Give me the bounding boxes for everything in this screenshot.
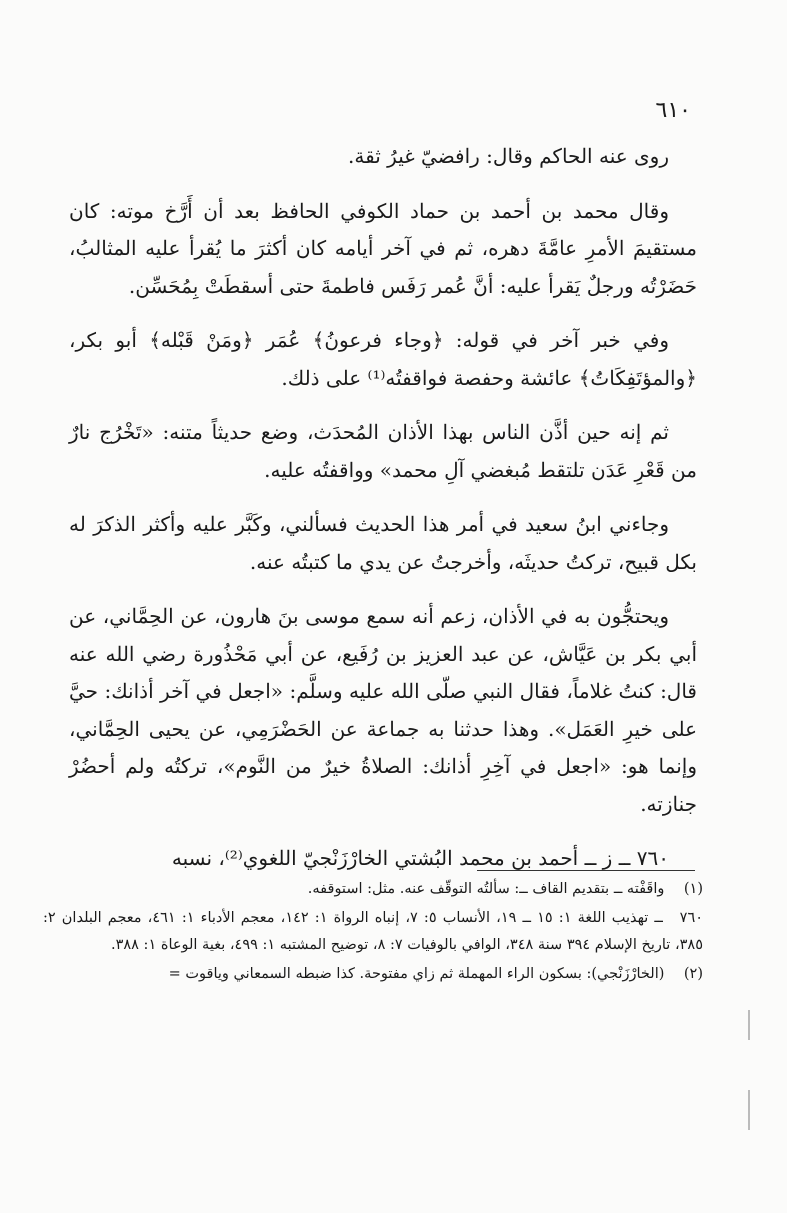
paragraph-6: ويحتجُّون به في الأذان، زعم أنه سمع موسى بنَ هارون، عن الحِمَّاني، عن أبي بكر بن عَيَّاش، عن عبد العزيز بن رُفَيع، عن أبي مَحْذُورة رضي الله عنه قال: كنتُ غلاماً، فقال النبي صلّى الله عليه وسلَّم: «اجعل في آخر أذانك: حيَّ على خيرِ العَمَل». وهذا حدثنا به جماعة عن الحَضْرَمِي، عن يحيى الحِمَّاني، وإنما هو: «اجعل في آخِرِ أذانك: الصلاةُ خيرٌ من النَّوم»، تركتُه ولم أحضُرْ جنازته. xyxy=(69,604,697,816)
main-text-body xyxy=(69,138,697,895)
scan-artifact-line xyxy=(748,1010,750,1040)
paragraph-1: روى عنه الحاكم وقال: رافضيّ غيرُ ثقة. xyxy=(348,144,669,168)
paragraph-3: وفي خبر آخر في قوله: ﴿وجاء فرعونُ﴾ عُمَر ﴿ومَنْ قَبْله﴾ أبو بكر، ﴿والمؤتَفِكَاتُ﴾ عائشة وحفصة فواقفتُه⁽¹⁾ على ذلك. xyxy=(69,328,697,390)
paragraph-5: وجاءني ابنُ سعيد في أمر هذا الحديث فسألني، وكَبَّر عليه وأكثر الذكرَ له بكل قبيح، تركتُ حديثَه، وأخرجتُ عن يدي ما كتبتُه عنه. xyxy=(69,512,697,574)
footnote-entry-760-text: ــ تهذيب اللغة ١: ١٥ ــ ١٩، الأنساب ٥: ٧، إنباه الرواة ١: ١٤٢، معجم الأدباء ١: ٤٦١، معجم البلدان ٢: ٣٨٥، تاريخ الإسلام ٣٩٤ سنة ٣٤٨، الوافي بالوفيات ٧: ٨، توضيح المشتبه ١: ٤٩٩، بغية الوعاة ١: ٣٨٨. xyxy=(43,910,703,953)
footnote-1-text: واقَفْته ــ بتقديم القاف ــ: سألتُه التوقّف عنه. مثل: استوقفه. xyxy=(307,881,665,897)
footnote-separator xyxy=(477,870,695,871)
footnote-2-number: (٢) xyxy=(683,966,703,982)
footnote-1-number: (١) xyxy=(683,881,703,897)
paragraph-4: ثم إنه حين أذَّن الناس بهذا الأذان المُحدَث، وضع حديثاً متنه: «تَخْرُج نارٌ من قَعْرِ عَدَن تلتقط مُبغضي آلِ محمد» وواقفتُه عليه. xyxy=(69,420,697,482)
paragraph-2: وقال محمد بن أحمد بن حماد الكوفي الحافظ بعد أن أَرَّخ موته: كان مستقيمَ الأمرِ عامَّةَ دهره، ثم في آخر أيامه كان أكثرَ ما يُقرأ عليه المثالبُ، حَضَرْتُه ورجلٌ يَقرأ عليه: أنَّ عُمر رَفَس فاطمةَ حتى أسقطَتْ بِمُحَسِّن. xyxy=(69,198,697,298)
entry-760-heading: ٧٦٠ ــ ز ــ أحمد بن محمد البُشتي الخارْزَنْجيّ اللغوي⁽²⁾، نسبه xyxy=(171,846,669,870)
footnote-2-text: (الخارْزَنْجي): بسكون الراء المهملة ثم زاي مفتوحة. كذا ضبطه السمعاني وياقوت = xyxy=(168,966,665,982)
page-number: ٦١٠ xyxy=(655,98,691,123)
footnote-entry-760-number: ٧٦٠ xyxy=(679,910,704,926)
footnote-2 xyxy=(43,961,703,988)
footnote-1 xyxy=(43,876,703,903)
footnote-entry-760 xyxy=(43,905,703,959)
footnotes xyxy=(43,876,703,990)
scan-artifact-line xyxy=(748,1090,750,1130)
